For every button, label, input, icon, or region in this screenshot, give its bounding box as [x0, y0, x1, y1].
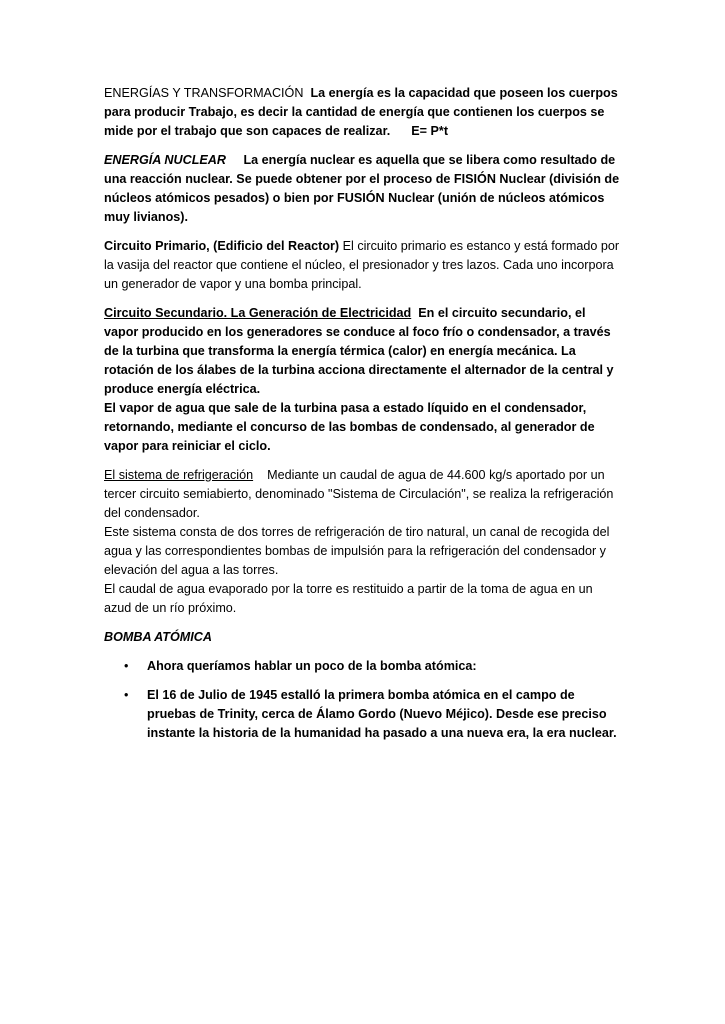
section-heading-circuito-primario: Circuito Primario, (Edificio del Reactor)	[104, 239, 340, 253]
paragraph-circuito-primario	[104, 237, 620, 294]
paragraph-text-continued: Este sistema consta de dos torres de refrigeración de tiro natural, un canal de recogida del agua y las correspondientes bombas de impulsión para la refrigeración del condensador y elevación del agua a las torres.	[104, 525, 610, 577]
paragraph-refrigeracion	[104, 466, 620, 618]
paragraph-text: El circuito primario es estanco y está formado por la vasija del reactor que contiene el núcleo, el presionador y tres lazos. Cada uno incorpora un generador de vapor y una bomba principal.	[104, 239, 620, 291]
paragraph-energias	[104, 84, 620, 141]
paragraph-text: La energía es la capacidad que poseen los cuerpos para producir Trabajo, es decir la cantidad de energía que contienen los cuerpos se mide por el trabajo que son capaces de realizar.	[104, 86, 618, 138]
section-heading-refrigeracion: El sistema de refrigeración	[104, 468, 254, 482]
list-item-text: Ahora queríamos hablar un poco de la bomba atómica:	[147, 659, 477, 673]
paragraph-text-continued-2: El caudal de agua evaporado por la torre es restituido a partir de la toma de agua en un azud de un río próximo.	[104, 582, 593, 615]
list-item	[104, 686, 620, 743]
list-item-text: El 16 de Julio de 1945 estalló la primera bomba atómica en el campo de pruebas de Trinity, cerca de Álamo Gordo (Nuevo Méjico). Desde ese preciso instante la historia de la humanidad ha pasado a una nueva era, la era nuclear.	[147, 688, 617, 740]
paragraph-text: En el circuito secundario, el vapor producido en los generadores se conduce al foco frío o condensador, a través de la turbina que transforma la energía térmica (calor) en energía mecánica. La rotación de los álabes de la turbina acciona directamente el alternador de la central y produce energía eléctrica.	[104, 306, 614, 396]
section-heading-circuito-secundario: Circuito Secundario. La Generación de Electricidad	[104, 306, 412, 320]
section-label-energias: ENERGÍAS Y TRANSFORMACIÓN	[104, 86, 304, 100]
document-body	[104, 84, 620, 753]
paragraph-circuito-secundario	[104, 304, 620, 456]
bullet-icon: •	[124, 659, 129, 673]
bullet-icon: •	[124, 688, 129, 702]
bullet-list	[104, 657, 620, 743]
section-heading-energia-nuclear: ENERGÍA NUCLEAR	[104, 153, 226, 167]
formula: E= P*t	[411, 124, 449, 138]
section-heading-bomba-atomica: BOMBA ATÓMICA	[104, 630, 212, 644]
list-item	[104, 657, 620, 676]
paragraph-energia-nuclear	[104, 151, 620, 227]
paragraph-text: La energía nuclear es aquella que se libera como resultado de una reacción nuclear. Se puede obtener por el proceso de FISIÓN Nuclear (división de núcleos atómicos pesados) o bien por FUSIÓN Nuclear (unión de núcleos atómicos muy livianos).	[104, 153, 620, 224]
paragraph-bomba-atomica	[104, 628, 620, 647]
paragraph-text: Mediante un caudal de agua de 44.600 kg/s aportado por un tercer circuito semiabierto, denominado "Sistema de Circulación", se realiza la refrigeración del condensador.	[104, 468, 614, 520]
paragraph-text-continued: El vapor de agua que sale de la turbina pasa a estado líquido en el condensador, retornando, mediante el concurso de las bombas de condensado, al generador de vapor para reiniciar el ciclo.	[104, 401, 595, 453]
